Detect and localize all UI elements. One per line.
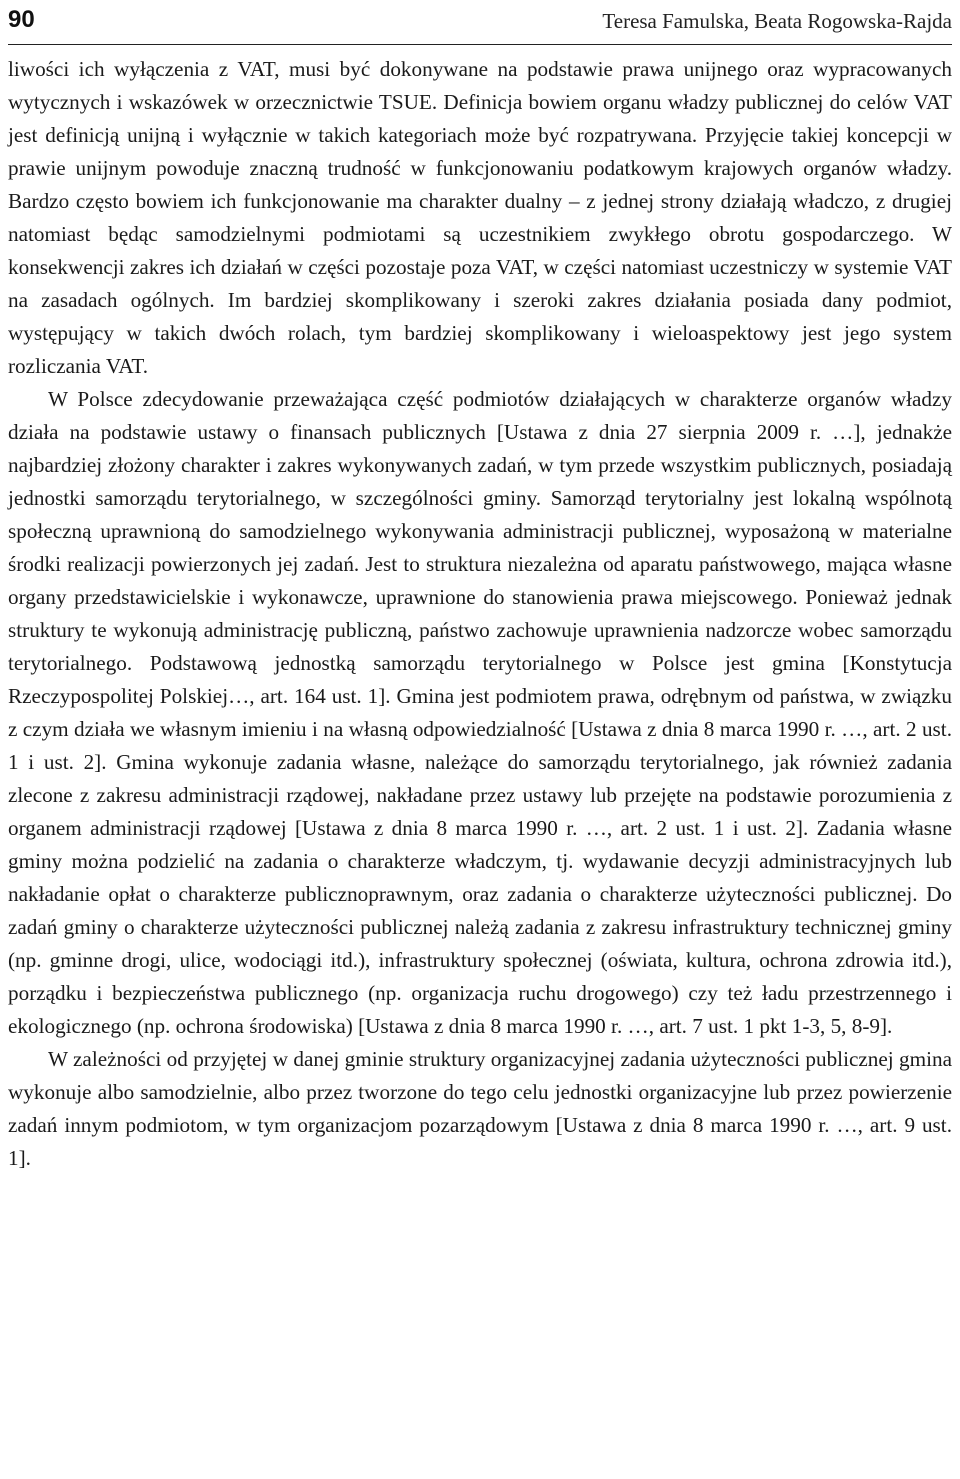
body-text (8, 53, 952, 1175)
page-header (8, 0, 952, 45)
running-head-authors: Teresa Famulska, Beata Rogowska-Rajda (602, 9, 952, 33)
page-number: 90 (8, 6, 35, 33)
paragraph-3: W zależności od przyjętej w danej gminie struktury organizacyjnej zadania użyteczności publicznej gmina wykonuje albo samodzielnie, albo przez tworzone do tego celu jednostki organizacyjne lub przez powierzenie zadań innym podmiotom, w tym organizacjom pozarządowym [Ustawa z dnia 8 marca 1990 r. …, art. 9 ust. 1]. (8, 1047, 952, 1170)
paragraph-1: liwości ich wyłączenia z VAT, musi być dokonywane na podstawie prawa unijnego oraz wypracowanych wytycznych i wskazówek w orzecznictwie TSUE. Definicja bowiem organu władzy publicznej do celów VAT jest definicją unijną i wyłącznie w takich kategoriach może być rozpatrywana. Przyjęcie takiej koncepcji w prawie unijnym powoduje znaczną trudność w funkcjonowaniu podatkowym krajowych organów władzy. Bardzo często bowiem ich funkcjonowanie ma charakter dualny – z jednej strony działają władczo, z drugiej natomiast będąc samodzielnymi podmiotami są uczestnikiem zwykłego obrotu gospodarczego. W konsekwencji zakres ich działań w części pozostaje poza VAT, w części natomiast uczestniczy w systemie VAT na zasadach ogólnych. Im bardziej skomplikowany i szeroki zakres działania posiada dany podmiot, występujący w takich dwóch rolach, tym bardziej skomplikowany i wieloaspektowy jest jego system rozliczania VAT. (8, 57, 952, 378)
paragraph-2: W Polsce zdecydowanie przeważająca część podmiotów działających w charakterze organów władzy działa na podstawie ustawy o finansach publicznych [Ustawa z dnia 27 sierpnia 2009 r. …], jednakże najbardziej złożony charakter i zakres wykonywanych zadań, w tym przede wszystkim publicznych, posiadają jednostki samorządu terytorialnego, w szczególności gminy. Samorząd terytorialny jest lokalną wspólnotą społeczną uprawnioną do samodzielnego wykonywania administracji publicznej, wyposażoną w materialne środki realizacji powierzonych jej zadań. Jest to struktura niezależna od aparatu państwowego, mająca własne organy przedstawicielskie i wykonawcze, uprawnione do stanowienia prawa miejscowego. Ponieważ jednak struktury te wykonują administrację publiczną, państwo zachowuje uprawnienia nadzorcze wobec samorządu terytorialnego. Podstawową jednostką samorządu terytorialnego w Polsce jest gmina [Konstytucja Rzeczypospolitej Polskiej…, art. 164 ust. 1]. Gmina jest podmiotem prawa, odrębnym od państwa, w związku z czym działa we własnym imieniu i na własną odpowiedzialność [Ustawa z dnia 8 marca 1990 r. …, art. 2 ust. 1 i ust. 2]. Gmina wykonuje zadania własne, należące do samorządu terytorialnego, jak również zadania zlecone z zakresu administracji rządowej, nakładane przez ustawy lub przejęte na podstawie porozumienia z organem administracji rządowej [Ustawa z dnia 8 marca 1990 r. …, art. 2 ust. 1 i ust. 2]. Zadania własne gminy można podzielić na zadania o charakterze władczym, tj. wydawanie decyzji administracyjnych lub nakładanie opłat o charakterze publicznoprawnym, oraz zadania o charakterze użyteczności publicznej. Do zadań gminy o charakterze użyteczności publicznej należą zadania z zakresu infrastruktury technicznej gminy (np. gminne drogi, ulice, wodociągi itd.), infrastruktury społecznej (oświata, kultura, ochrona zdrowia itd.), porządku i bezpieczeństwa publicznego (np. organizacja ruchu drogowego) czy też ładu przestrzennego i ekologicznego (np. ochrona środowiska) [Ustawa z dnia 8 marca 1990 r. …, art. 7 ust. 1 pkt 1-3, 5, 8-9]. (8, 387, 952, 1038)
